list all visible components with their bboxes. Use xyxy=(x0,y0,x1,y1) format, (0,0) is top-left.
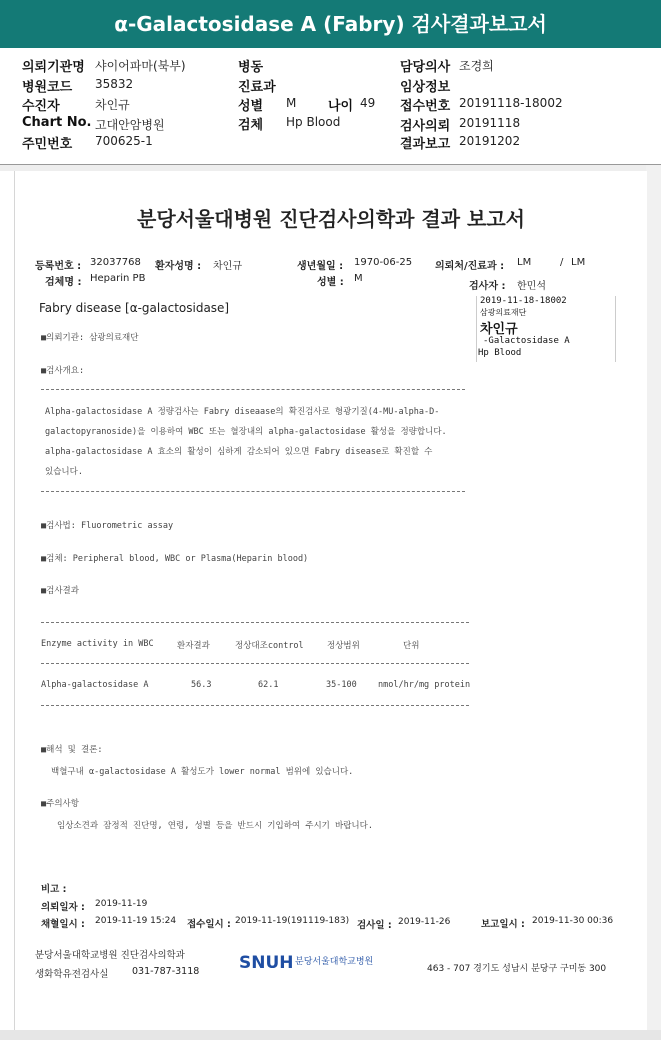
overview-line-4: 있습니다. xyxy=(45,467,83,477)
address: 463 - 707 경기도 성남시 분당구 구미동 300 xyxy=(427,964,607,974)
specimen-name-label: 검체명 : xyxy=(45,277,82,288)
footer-org: 분당서울대학교병원 진단검사의학과 xyxy=(35,950,185,961)
receipt-no-value-wrap xyxy=(459,96,563,110)
age-value: 49 xyxy=(360,96,376,110)
specimen-row xyxy=(238,114,263,133)
receipt-time: 2019-11-19(191119-183) xyxy=(235,916,350,926)
table-header-patient: 환자결과 xyxy=(177,641,210,651)
dept: LM xyxy=(517,257,532,268)
doctor-label: 담당의사 xyxy=(400,60,451,75)
resident-no-value: 700625-1 xyxy=(95,134,153,148)
receipt-time-label: 접수일시 : xyxy=(187,919,231,930)
stamp-specimen: Hp Blood xyxy=(478,348,522,358)
sex-row xyxy=(238,95,263,114)
doctor-value-wrap xyxy=(459,57,494,74)
report-date-label: 결과보고 xyxy=(400,137,451,152)
table-cell-enzyme: Alpha-galactosidase A xyxy=(41,680,149,690)
institution-label: 의뢰기관명 xyxy=(22,60,85,75)
department-row xyxy=(238,76,276,95)
stamp-lab: 삼광의료재단 xyxy=(480,308,527,317)
chart-no-label: Chart No. xyxy=(22,115,92,130)
chart-no-value: 고대안암병원 xyxy=(95,118,165,132)
stamp-test: -Galactosidase A xyxy=(483,336,570,346)
examiner: 한민석 xyxy=(517,281,546,292)
age-row xyxy=(328,95,353,114)
receipt-no-row xyxy=(400,95,450,114)
test-name: Fabry disease [α-galactosidase] xyxy=(39,301,230,315)
report-title: 분당서울대병원 진단검사의학과 결과 보고서 xyxy=(137,207,525,231)
recipient-label: 수진자 xyxy=(22,99,60,114)
test-date-label: 검사일 : xyxy=(357,920,392,931)
remarks-label: 비고 : xyxy=(41,884,67,895)
table-cell-patient: 56.3 xyxy=(191,680,212,690)
sex-label: 성별 xyxy=(238,99,264,114)
request-date-row xyxy=(400,115,450,134)
ward-label: 병동 xyxy=(238,60,264,75)
table-header-range: 정상범위 xyxy=(327,641,360,651)
page-title: α-Galactosidase A (Fabry) 검사결과보고서 xyxy=(114,12,547,36)
resident-no-row xyxy=(22,133,72,152)
notes: 임상소견과 잠정적 진단명, 연령, 성별 등을 반드시 기입하여 주시기 바랍니다. xyxy=(57,821,373,831)
interpretation: 백혈구내 α-galactosidase A 활성도가 lower normal 범위에 있습니다. xyxy=(51,767,354,777)
reg-no-label: 등록번호 : xyxy=(35,261,82,272)
hospital-code-row xyxy=(22,76,72,95)
patient-name: 차인규 xyxy=(213,261,242,272)
req-date: 2019-11-19 xyxy=(95,899,148,909)
result-heading: ■검사결과 xyxy=(41,586,79,596)
table-top-border xyxy=(41,622,469,623)
dept-label: 의뢰처/진료과 : xyxy=(435,261,505,272)
age-value-wrap xyxy=(360,96,375,110)
overview-line-1: Alpha-galactosidase A 정량검사는 Fabry diseaase의 확진검사로 형광기질(4-MU-alpha-D- xyxy=(45,407,440,417)
clinical-info-label: 임상정보 xyxy=(400,80,451,95)
overview-line-2: galactopyranoside)을 이용하여 WBC 또는 혈장내의 alpha-galactosidase 활성을 정량합니다. xyxy=(45,427,447,437)
recipient-row xyxy=(22,95,60,114)
method: ■검사법: Fluorometric assay xyxy=(41,521,174,531)
resident-no-value-wrap xyxy=(95,134,153,148)
test-date: 2019-11-26 xyxy=(398,917,451,927)
collect-time: 2019-11-19 15:24 xyxy=(95,916,177,926)
institution-value-wrap xyxy=(95,57,186,74)
patient-label: 환자성명 : xyxy=(155,261,202,272)
specimen-value: Hp Blood xyxy=(286,115,341,129)
examiner-label: 검사자 : xyxy=(469,281,506,292)
collect-label: 채혈일시 : xyxy=(41,919,85,930)
table-header-enzyme: Enzyme activity in WBC xyxy=(41,639,154,649)
specimen-label: 검체 xyxy=(238,118,264,133)
report-date-value-wrap xyxy=(459,134,520,148)
dept-sep: / xyxy=(560,257,564,268)
report-date-value: 20191202 xyxy=(459,134,521,148)
hospital-code-label: 병원코드 xyxy=(22,80,73,95)
institution-row xyxy=(22,56,85,75)
divider xyxy=(41,389,465,390)
hospital-logo-name: 분당서울대학교병원 xyxy=(295,957,374,967)
resident-no-label: 주민번호 xyxy=(22,137,73,152)
institution-value: 샤이어파마(북부) xyxy=(95,59,186,73)
overview-heading: ■검사개요: xyxy=(41,366,85,376)
req-date-label: 의뢰일자 : xyxy=(41,902,85,913)
stamp-receipt-no: 2019-11-18-18002 xyxy=(480,296,567,306)
recipient-value: 차인규 xyxy=(95,98,130,112)
dept2: LM xyxy=(571,257,586,268)
report-time-label: 보고일시 : xyxy=(481,919,525,930)
requester: ■의뢰기관: 삼광의료재단 xyxy=(41,333,139,343)
stamp-name: 차인규 xyxy=(480,322,518,337)
request-date-value: 20191118 xyxy=(459,116,521,130)
dob-label: 생년월일 : xyxy=(297,261,344,272)
specimen-label-stamp xyxy=(476,296,616,362)
table-cell-range: 35-100 xyxy=(326,680,357,690)
ward-row xyxy=(238,56,263,75)
department-label: 진료과 xyxy=(238,80,276,95)
receipt-no-label: 접수번호 xyxy=(400,99,451,114)
chart-no-row xyxy=(22,115,91,130)
sex-value: M xyxy=(286,96,297,110)
table-header-control: 정상대조control xyxy=(235,641,304,651)
report-sex-label: 성별 : xyxy=(317,277,344,288)
sex-value-wrap xyxy=(286,96,296,110)
interpretation-heading: ■해석 및 결론: xyxy=(41,745,103,755)
report-time: 2019-11-30 00:36 xyxy=(532,916,614,926)
chart-no-value-wrap xyxy=(95,116,165,133)
snuh-logo: SNUH xyxy=(239,953,294,973)
specimen-value-wrap xyxy=(286,115,340,129)
overview-line-3: alpha-galactosidase A 효소의 활성이 심하게 감소되어 있으면 Fabry disease로 확진할 수 xyxy=(45,447,433,457)
viewer-right-margin xyxy=(646,165,661,1040)
footer-phone: 031-787-3118 xyxy=(132,966,200,977)
doctor-value: 조경희 xyxy=(459,59,494,73)
hospital-code-value: 35832 xyxy=(95,77,134,91)
report-sex: M xyxy=(354,273,363,284)
table-bottom-border xyxy=(41,705,469,706)
specimen-name: Heparin PB xyxy=(90,273,146,284)
request-date-value-wrap xyxy=(459,116,520,130)
age-label: 나이 xyxy=(328,99,354,114)
table-cell-unit: nmol/hr/mg protein xyxy=(378,680,471,690)
notes-heading: ■주의사항 xyxy=(41,799,79,809)
viewer-bottom-margin xyxy=(0,1030,661,1040)
clinical-info-row xyxy=(400,76,450,95)
doctor-row xyxy=(400,56,450,75)
report-date-row xyxy=(400,133,450,152)
recipient-value-wrap xyxy=(95,96,130,113)
report-title-bar xyxy=(0,0,661,48)
divider xyxy=(41,491,465,492)
table-header-unit: 단위 xyxy=(403,641,420,651)
table-cell-control: 62.1 xyxy=(258,680,279,690)
sample: ■검체: Peripheral blood, WBC or Plasma(Heparin blood) xyxy=(41,554,309,564)
receipt-no-value: 20191118-18002 xyxy=(459,96,563,110)
table-header-border xyxy=(41,663,469,664)
footer-lab: 생화학유전검사실 xyxy=(35,969,109,980)
request-date-label: 검사의뢰 xyxy=(400,119,451,134)
reg-no: 32037768 xyxy=(90,257,141,268)
dob: 1970-06-25 xyxy=(354,257,413,268)
hospital-code-value-wrap xyxy=(95,77,133,91)
